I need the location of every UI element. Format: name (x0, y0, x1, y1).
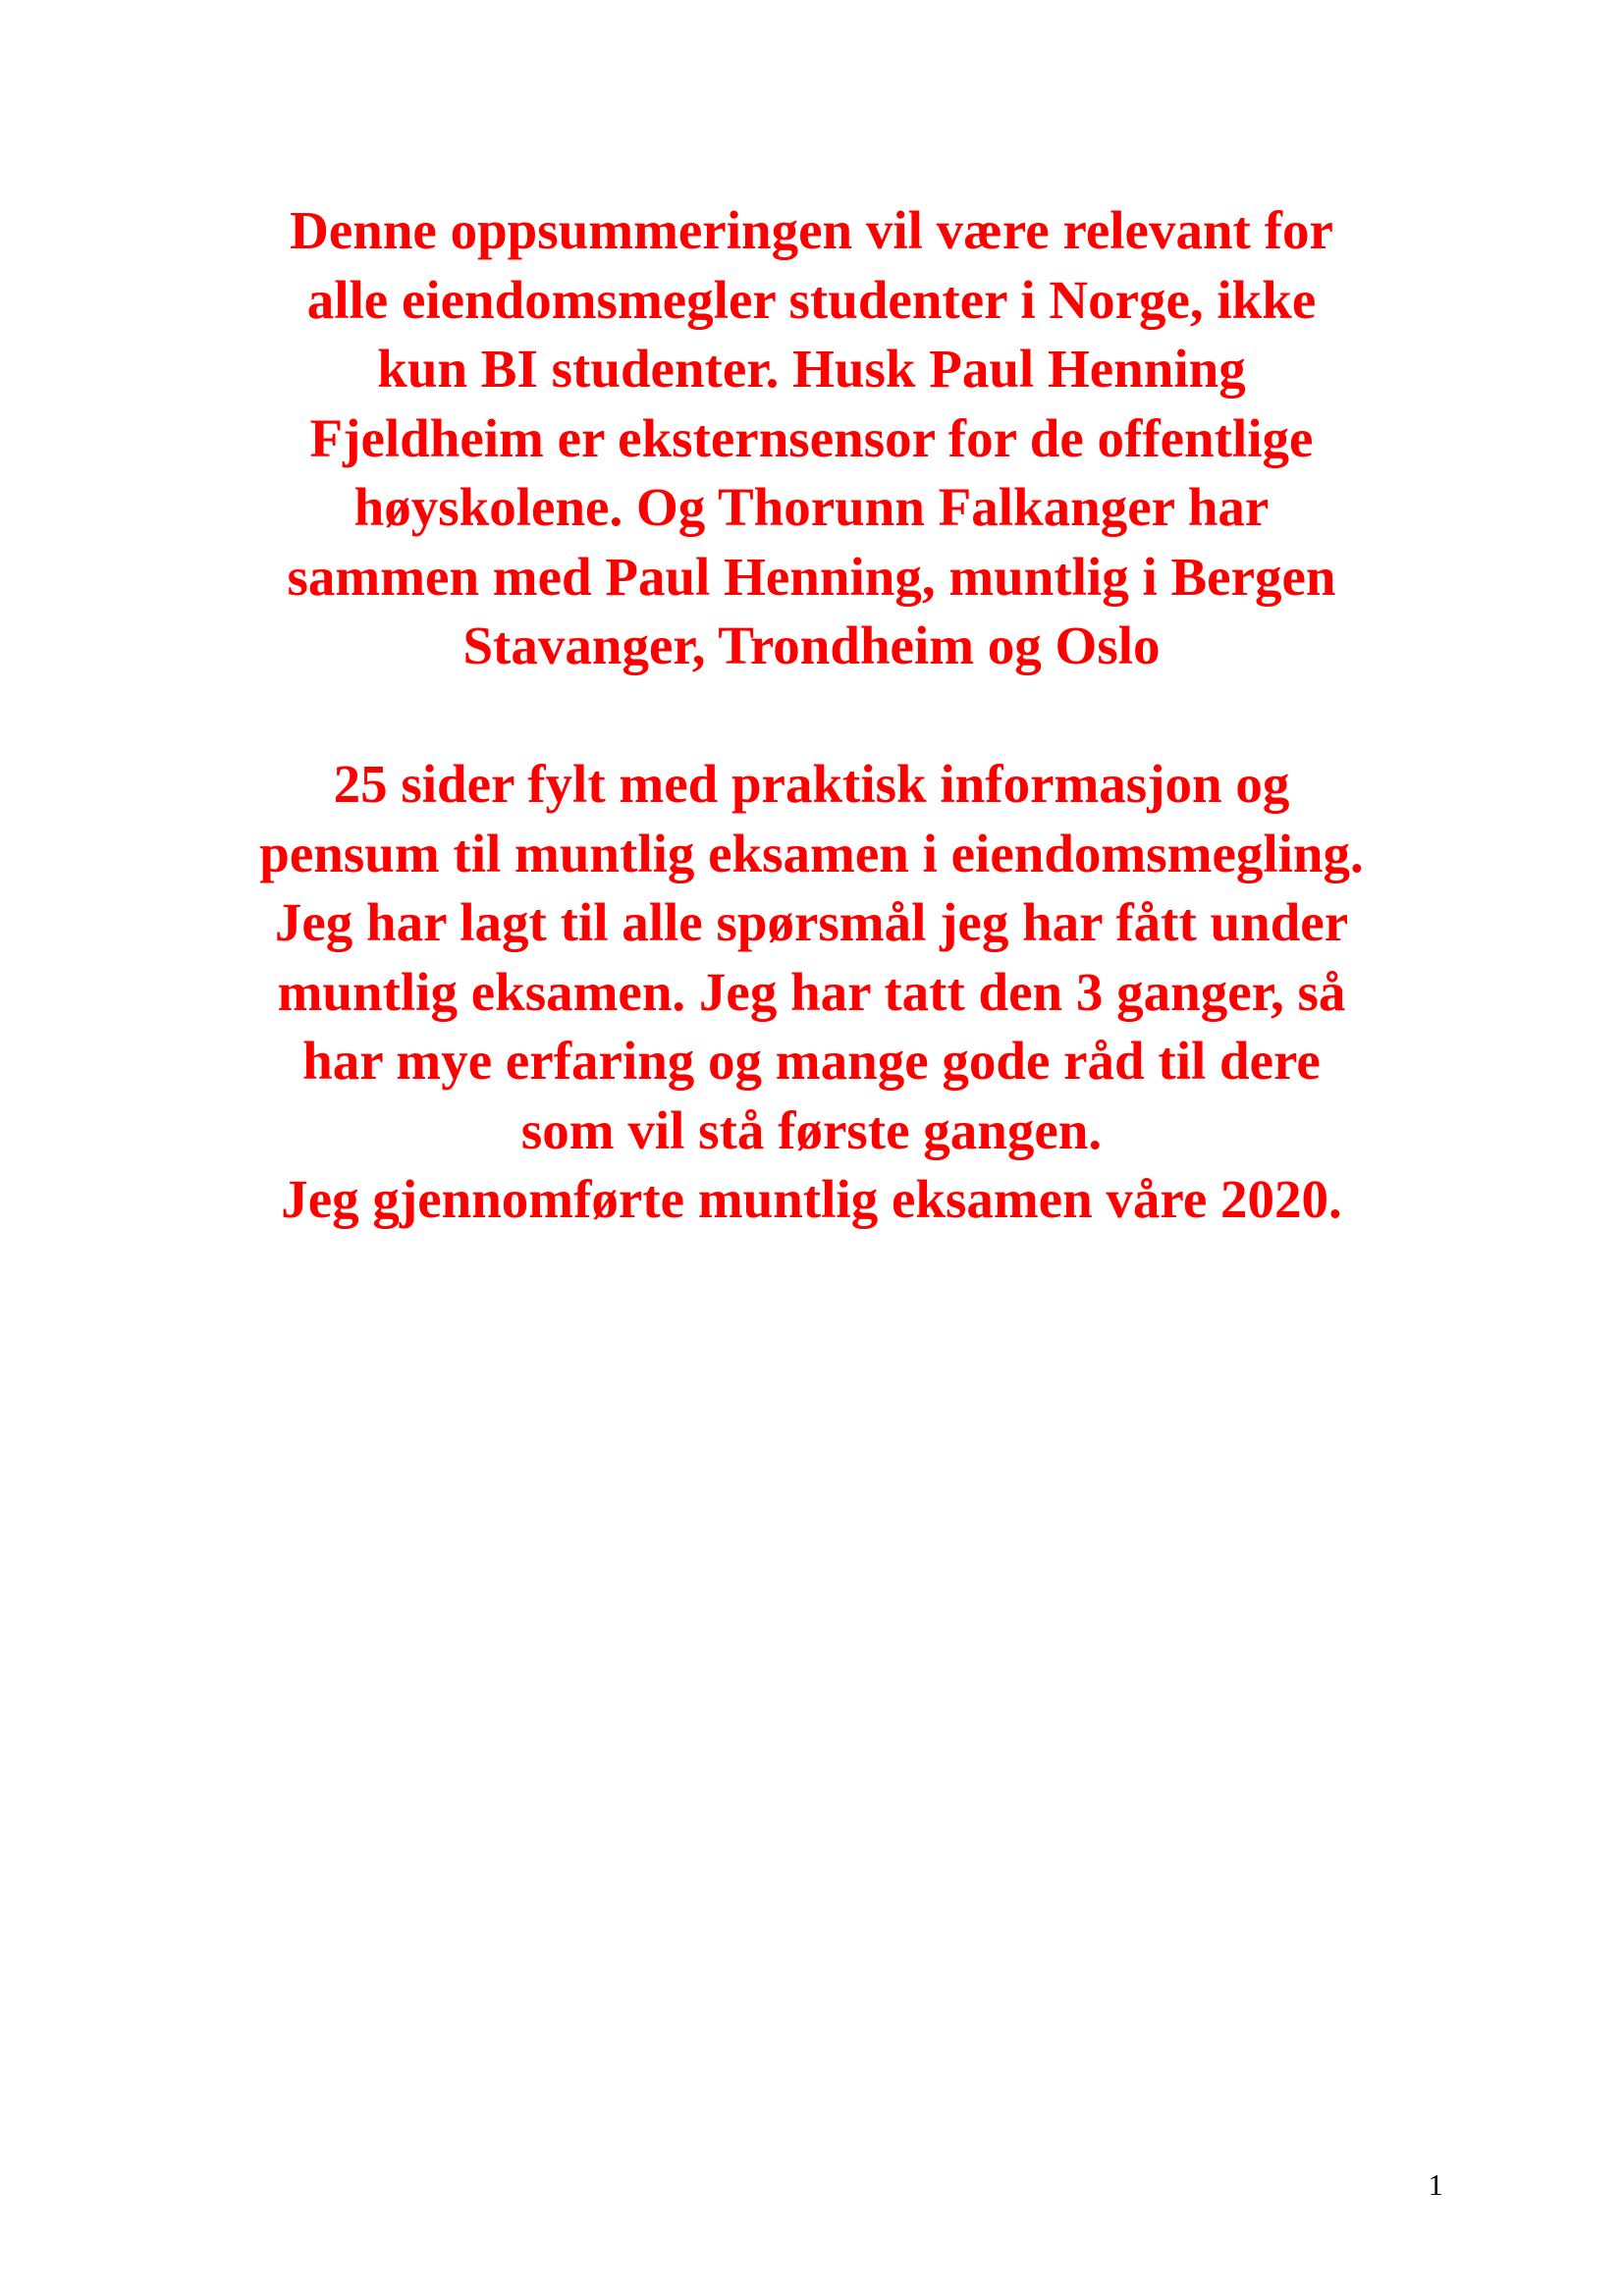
paragraph-line: alle eiendomsmegler studenter i Norge, ikke (306, 269, 1317, 330)
paragraph-line: Fjeldheim er eksternsensor for de offentlige (309, 407, 1314, 468)
paragraph-line: høyskolene. Og Thorunn Falkanger har (353, 477, 1270, 537)
content-description-paragraph (157, 750, 1466, 1235)
paragraph-line: som vil stå første gangen. (520, 1099, 1103, 1160)
paragraph-line: pensum til muntlig eksamen i eiendomsmegling. (259, 823, 1364, 883)
paragraph-line: sammen med Paul Henning, muntlig i Bergen (287, 546, 1336, 607)
paragraph-line: Jeg har lagt til alle spørsmål jeg har fått under (274, 892, 1349, 952)
paragraph-line: Denne oppsummeringen vil være relevant for (290, 200, 1333, 260)
intro-paragraph (157, 196, 1466, 681)
paragraph-line: Stavanger, Trondheim og Oslo (462, 615, 1161, 675)
paragraph-line: har mye erfaring og mange gode råd til dere (302, 1031, 1321, 1091)
paragraph-line: kun BI studenter. Husk Paul Henning (377, 339, 1246, 399)
paragraph-line: muntlig eksamen. Jeg har tatt den 3 ganger, så (277, 961, 1346, 1022)
paragraph-line: Jeg gjennomførte muntlig eksamen våre 2020. (281, 1169, 1342, 1229)
page-number: 1 (1428, 2167, 1443, 2202)
paragraph-line: 25 sider fylt med praktisk informasjon og (333, 754, 1290, 814)
